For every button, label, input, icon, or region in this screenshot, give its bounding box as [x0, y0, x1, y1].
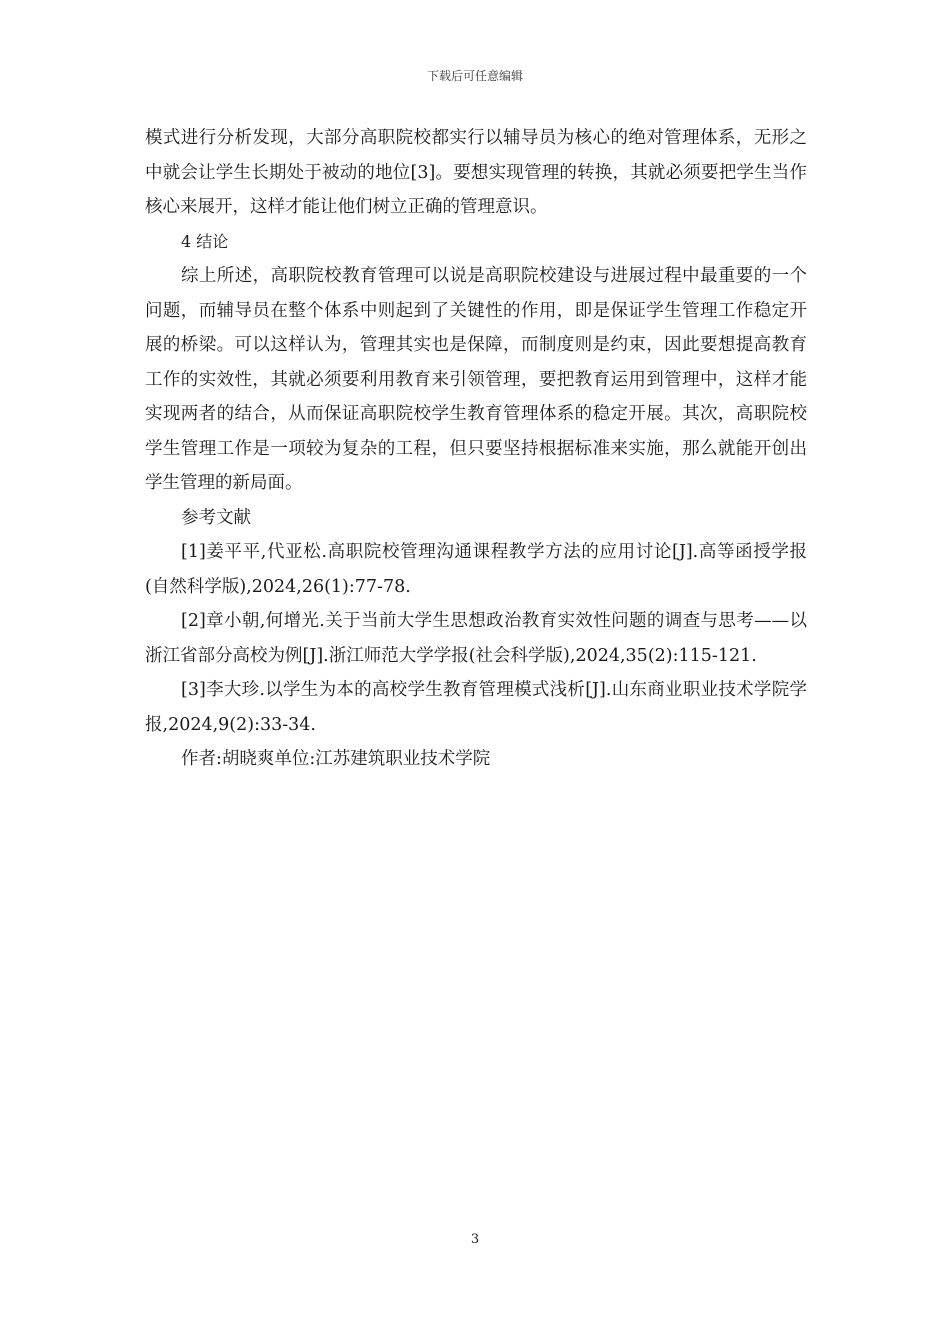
references-heading: 参考文献 — [181, 507, 251, 528]
section-heading: 4 结论 — [181, 231, 229, 251]
document-body — [145, 121, 807, 777]
page-number: 3 — [470, 1232, 480, 1247]
author-line: 作者:胡晓爽单位:江苏建筑职业技术学院 — [181, 749, 491, 769]
reference-item-3: [3]李大珍.以学生为本的高校学生教育管理模式浅析[J].山东商业职业技术学院学报,2024,9(2):33-34. — [145, 680, 807, 735]
paragraph-continued: 模式进行分析发现，大部分高职院校都实行以辅导员为核心的绝对管理体系，无形之中就会让学生长期处于被动的地位[3]。要想实现管理的转换，其就必须要把学生当作核心来展开，这样才能让他们树立正确的管理意识。 — [145, 128, 807, 217]
reference-item-1: [1]姜平平,代亚松.高职院校管理沟通课程教学方法的应用讨论[J].高等函授学报(自然科学版),2024,26(1):77-78. — [145, 542, 807, 597]
page-header: 下载后可任意编辑 — [426, 69, 523, 83]
paragraph-conclusion: 综上所述，高职院校教育管理可以说是高职院校建设与进展过程中最重要的一个问题，而辅导员在整个体系中则起到了关键性的作用，即是保证学生管理工作稳定开展的桥梁。可以这样认为，管理其实也是保障，而制度则是约束，因此要想提高教育工作的实效性，其就必须要利用教育来引领管理，要把教育运用到管理中，这样才能实现两者的结合，从而保证高职院校学生教育管理体系的稳定开展。其次，高职院校学生管理工作是一项较为复杂的工程，但只要坚持根据标准来实施，那么就能开创出学生管理的新局面。 — [145, 266, 807, 493]
reference-item-2: [2]章小朝,何增光.关于当前大学生思想政治教育实效性问题的调查与思考——以浙江省部分高校为例[J].浙江师范大学学报(社会科学版),2024,35(2):115-121. — [145, 611, 807, 666]
